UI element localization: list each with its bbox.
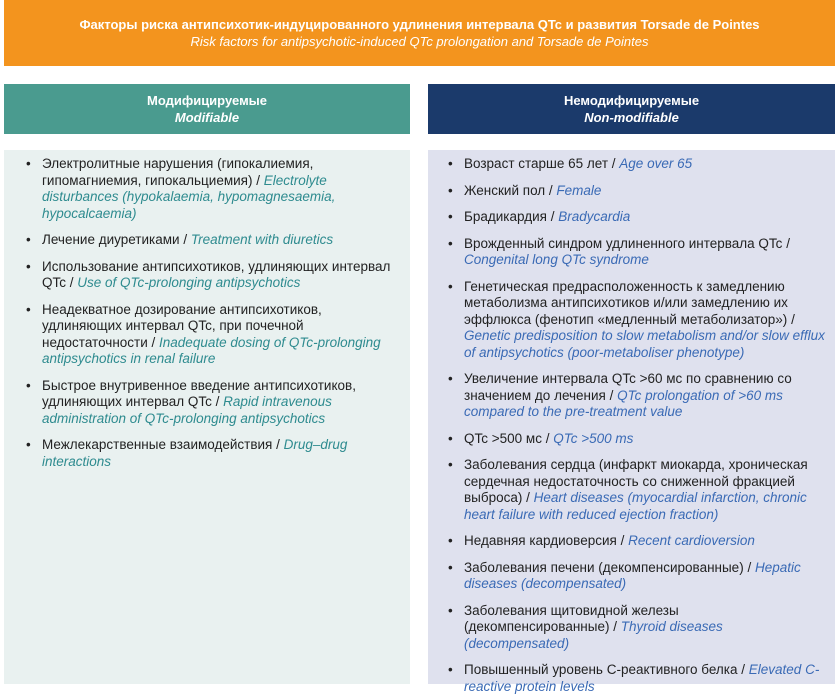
list-item [448,183,825,200]
item-english: Elevated C-reactive protein levels [464,662,820,694]
item-russian: Увеличение интервала QTc >60 мс по сравнению со значением до лечения [464,371,792,403]
item-separator: / [179,232,191,247]
list-item [448,533,825,550]
list-item [448,236,825,269]
non-modifiable-heading-russian: Немодифицируемые [563,93,700,108]
item-english: Use of QTc-prolonging antipsychotics [77,275,301,290]
item-english: Rapid intravenous administration of QTc-prolonging antipsychotics [42,394,332,426]
list-item [448,279,825,362]
item-english: Hepatic diseases (decompensated) [464,559,801,591]
item-english: Congenital long QTc syndrome [464,252,649,267]
list-item [448,371,825,421]
list-item [448,457,825,523]
modifiable-heading-russian: Модифицируемые [146,93,268,108]
list-item [448,156,825,173]
item-russian: Врожденный синдром удлиненного интервала QTc [464,235,783,251]
item-separator: / [546,209,559,224]
list-item [448,209,825,226]
item-russian: Женский пол [464,182,546,198]
list-item [448,560,825,593]
non-modifiable-list [428,150,835,695]
item-english: Electrolyte disturbances (hypokalaemia, hypomagnesaemia, hypocalcaemia) [42,172,336,221]
item-russian: Электролитные нарушения (гипокалиемия, гипомагниемия, гипокальциемия) [42,156,314,188]
item-russian: Недавняя кардиоверсия [464,533,617,548]
item-english: Bradycardia [558,209,631,224]
item-separator: / [782,235,790,251]
list-item [26,156,402,222]
list-item [26,302,402,368]
item-russian: Заболевания щитовидной железы (декомпенсированные) [464,602,679,634]
list-item [448,431,825,448]
modifiable-header [4,84,410,134]
item-russian: Генетическая предрасположенность к замедлению метаболизма антипсихотиков и/или замедлению их эффлюкса (фенотип «медленный метаболизатор») [464,278,788,327]
list-item [448,662,825,695]
item-separator: / [737,662,749,677]
item-separator: / [211,394,224,409]
item-english: Genetic predisposition to slow metabolism and/or slow efflux of antipsychotics (poor-metaboliser phenotype) [464,328,825,360]
item-separator: / [272,437,284,452]
item-russian: Межлекарственные взаимодействия [42,437,273,452]
item-separator: / [545,182,557,198]
item-separator: / [616,533,629,548]
list-item [26,232,402,249]
title-english: Risk factors for antipsychotic-induced QTc prolongation and Torsade de Pointes [190,34,649,49]
item-separator: / [541,430,554,446]
item-separator: / [522,490,534,505]
item-russian: Использование антипсихотиков, удлиняющих интервал QTc [42,258,391,290]
item-english: QTc >500 ms [553,430,634,446]
list-item [448,603,825,653]
modifiable-list [4,150,410,470]
item-english: QTc prolongation of >60 ms compared to the pre-treatment value [464,387,783,419]
item-russian: Возраст старше 65 лет [464,156,609,171]
item-russian: Заболевания печени (декомпенсированные) [464,559,744,575]
item-separator: / [147,334,160,350]
item-english: Age over 65 [619,156,693,171]
item-separator: / [66,275,78,290]
item-russian: QTc >500 мс [464,430,542,446]
non-modifiable-header [428,84,835,134]
item-russian: Неадекватное дозирование антипсихотиков, удлиняющих интервал QTc, при почечной недостаточности [42,301,322,350]
item-english: Inadequate dosing of QTc-prolonging antipsychotics in renal failure [42,334,381,366]
item-russian: Заболевания сердца (инфаркт миокарда, хроническая сердечная недостаточность со сниженной фракцией выброса) [464,457,808,505]
item-separator: / [605,387,618,403]
item-russian: Повышенный уровень С-реактивного белка [464,662,738,677]
item-separator: / [609,619,621,634]
modifiable-panel [4,150,410,684]
list-item [26,378,402,428]
item-english: Heart diseases (myocardial infarction, chronic heart failure with reduced ejection fraction) [464,490,807,522]
title-banner [4,0,835,66]
item-separator: / [608,156,620,171]
non-modifiable-heading-english: Non-modifiable [584,110,679,125]
list-item [26,259,402,292]
item-english: Recent cardioversion [628,533,755,548]
modifiable-heading-english: Modifiable [174,110,240,125]
item-english: Treatment with diuretics [190,232,334,247]
item-separator: / [743,559,755,575]
title-russian: Факторы риска антипсихотик-индуцированного удлинения интервала QTc и развития Torsade de Pointes [79,17,760,32]
item-english: Thyroid diseases (decompensated) [464,619,723,651]
list-item [26,437,402,470]
item-russian: Брадикардия [464,209,547,224]
item-english: Drug–drug interactions [42,437,348,469]
item-russian: Лечение диуретиками [42,232,180,247]
item-separator: / [252,172,264,188]
item-russian: Быстрое внутривенное введение антипсихотиков, удлиняющих интервал QTc [42,377,356,409]
item-english: Female [556,182,602,198]
item-separator: / [787,311,795,327]
non-modifiable-panel [428,150,835,694]
